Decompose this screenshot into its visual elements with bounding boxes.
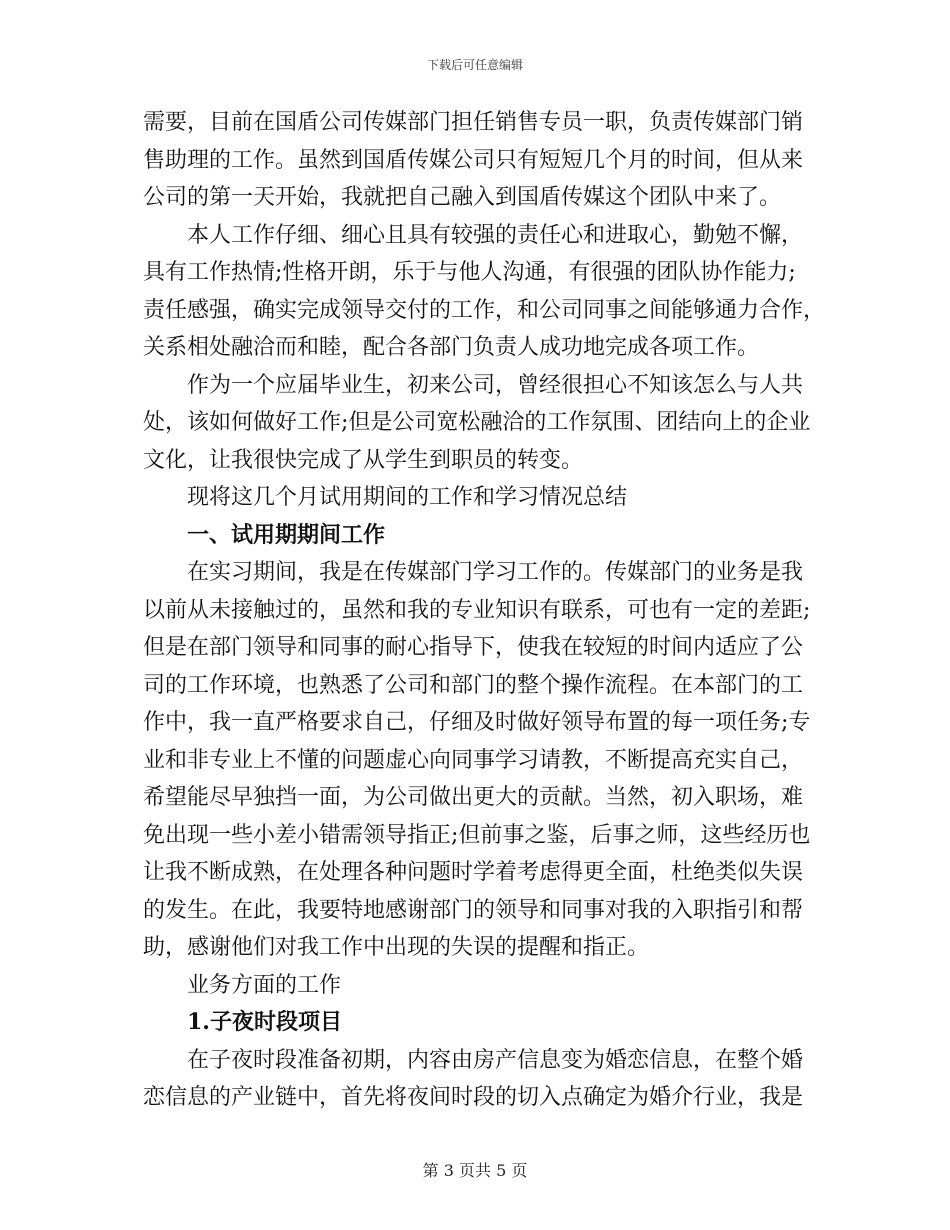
text-line: 现将这几个月试用期间的工作和学习情况总结 (187, 485, 628, 510)
text-line: 售助理的工作。虽然到国盾传媒公司只有短短几个月的时间，但从来 (143, 147, 804, 173)
text-line: 恋信息的产业链中，首先将夜间时段的切入点确定为婚介行业，我是 (143, 1085, 804, 1110)
text-line: 业务方面的工作 (187, 972, 342, 998)
section-heading: 1.子夜时段项目 (187, 1009, 342, 1035)
text-line: 在实习期间，我是在传媒部门学习工作的。传媒部门的业务是我 (187, 560, 804, 585)
text-line: 以前从未接触过的，虽然和我的专业知识有联系，可也有一定的差距; (143, 597, 811, 623)
text-line: 责任感强，确实完成领导交付的工作，和公司同事之间能够通力合作， (143, 297, 826, 323)
text-line: 业和非专业上不懂的问题虚心向同事学习请教，不断提高充实自己， (143, 747, 804, 773)
text-line: 作中，我一直严格要求自己，仔细及时做好领导布置的每一项任务;专 (143, 710, 811, 735)
text-line: 关系相处融洽而和睦，配合各部门负责人成功地完成各项工作。 (143, 335, 760, 360)
text-line: 具有工作热情;性格开朗，乐于与他人沟通，有很强的团队协作能力; (143, 260, 796, 285)
text-line: 公司的第一天开始，我就把自己融入到国盾传媒这个团队中来了。 (143, 185, 782, 210)
text-line: 免出现一些小差小错需领导指正;但前事之鉴，后事之师，这些经历也 (143, 822, 811, 848)
text-line: 希望能尽早独挡一面，为公司做出更大的贡献。当然，初入职场，难 (143, 785, 804, 810)
document-body (143, 104, 826, 1117)
text-line: 司的工作环境，也熟悉了公司和部门的整个操作流程。在本部门的工 (143, 672, 804, 698)
section-heading: 一、试用期期间工作 (187, 521, 386, 548)
page-header: 下载后可任意编辑 (426, 58, 523, 72)
text-line: 的发生。在此，我要特地感谢部门的领导和同事对我的入职指引和帮 (143, 897, 804, 923)
text-line: 文化，让我很快完成了从学生到职员的转变。 (143, 447, 584, 473)
text-line: 需要，目前在国盾公司传媒部门担任销售专员一职，负责传媒部门销 (143, 110, 804, 135)
text-line: 本人工作仔细、细心且具有较强的责任心和进取心，勤勉不懈， (187, 222, 804, 248)
text-line: 在子夜时段准备初期，内容由房产信息变为婚恋信息，在整个婚 (187, 1047, 804, 1073)
text-line: 处，该如何做好工作;但是公司宽松融洽的工作氛围、团结向上的企业 (143, 410, 811, 435)
text-line: 助，感谢他们对我工作中出现的失误的提醒和指正。 (143, 935, 650, 960)
text-line: 让我不断成熟，在处理各种问题时学着考虑得更全面，杜绝类似失误 (143, 860, 804, 885)
text-line: 作为一个应届毕业生，初来公司，曾经很担心不知该怎么与人共 (187, 372, 804, 398)
text-line: 但是在部门领导和同事的耐心指导下，使我在较短的时间内适应了公 (143, 635, 804, 660)
page-footer: 第 3 页共 5 页 (422, 1161, 528, 1180)
